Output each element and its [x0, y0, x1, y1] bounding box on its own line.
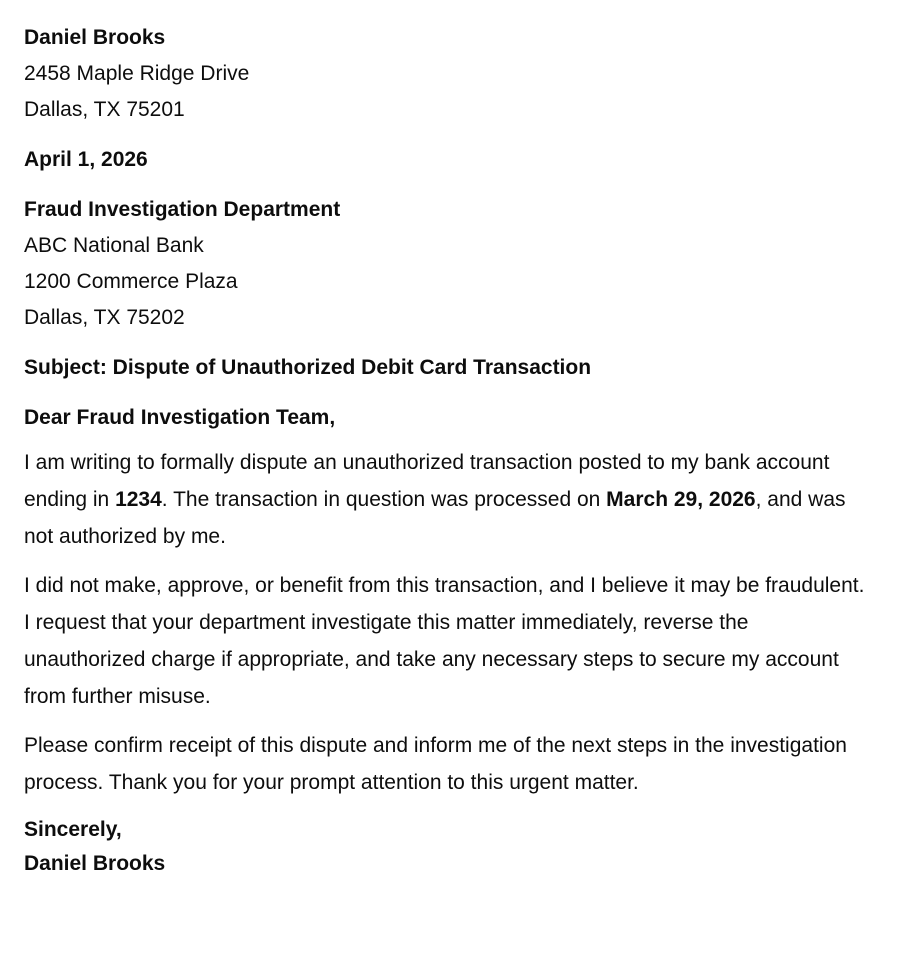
closing-block [24, 813, 876, 881]
body-paragraph-2: I did not make, approve, or benefit from this transaction, and I believe it may be fraudulent. I request that your department investigate this matter immediately, reverse the unauthorized charge if appropriate, and take any necessary steps to secure my account from further misuse. [24, 574, 865, 708]
sender-street: 2458 Maple Ridge Drive [24, 62, 250, 85]
account-last-four: 1234 [115, 488, 162, 511]
transaction-date: March 29, 2026 [606, 488, 756, 511]
body-paragraph-3: Please confirm receipt of this dispute and inform me of the next steps in the investigation process. Thank you for your prompt attention to this urgent matter. [24, 734, 847, 794]
letter-date: April 1, 2026 [24, 148, 148, 171]
spacer-after-recipient [24, 336, 876, 350]
sender-address-block [24, 20, 876, 128]
body-paragraph-1 [24, 444, 869, 555]
recipient-department: Fraud Investigation Department [24, 198, 341, 221]
recipient-address-block [24, 192, 876, 336]
paragraph-1-text-after-date: , and was not authorized by me. [24, 488, 846, 548]
recipient-street: 1200 Commerce Plaza [24, 270, 238, 293]
subject-line: Subject: Dispute of Unauthorized Debit Card Transaction [24, 356, 592, 379]
recipient-organization: ABC National Bank [24, 234, 204, 257]
salutation-block [24, 400, 876, 436]
valediction: Sincerely, [24, 818, 122, 841]
letter-date-block [24, 142, 876, 178]
sender-city-state-zip: Dallas, TX 75201 [24, 98, 185, 121]
paragraph-1-text-middle: . The transaction in question was processed on [161, 488, 607, 511]
spacer-after-date [24, 178, 876, 192]
paragraph-1-text-before-account: I am writing to formally dispute an unauthorized transaction posted to my bank account ending in [24, 451, 830, 511]
subject-block [24, 350, 876, 386]
spacer-after-subject [24, 386, 876, 400]
spacer-after-salutation [24, 436, 876, 444]
salutation: Dear Fraud Investigation Team, [24, 406, 336, 429]
spacer-after-sender [24, 128, 876, 142]
recipient-city-state-zip: Dallas, TX 75202 [24, 306, 185, 329]
signature-name: Daniel Brooks [24, 852, 166, 875]
sender-name: Daniel Brooks [24, 26, 166, 49]
